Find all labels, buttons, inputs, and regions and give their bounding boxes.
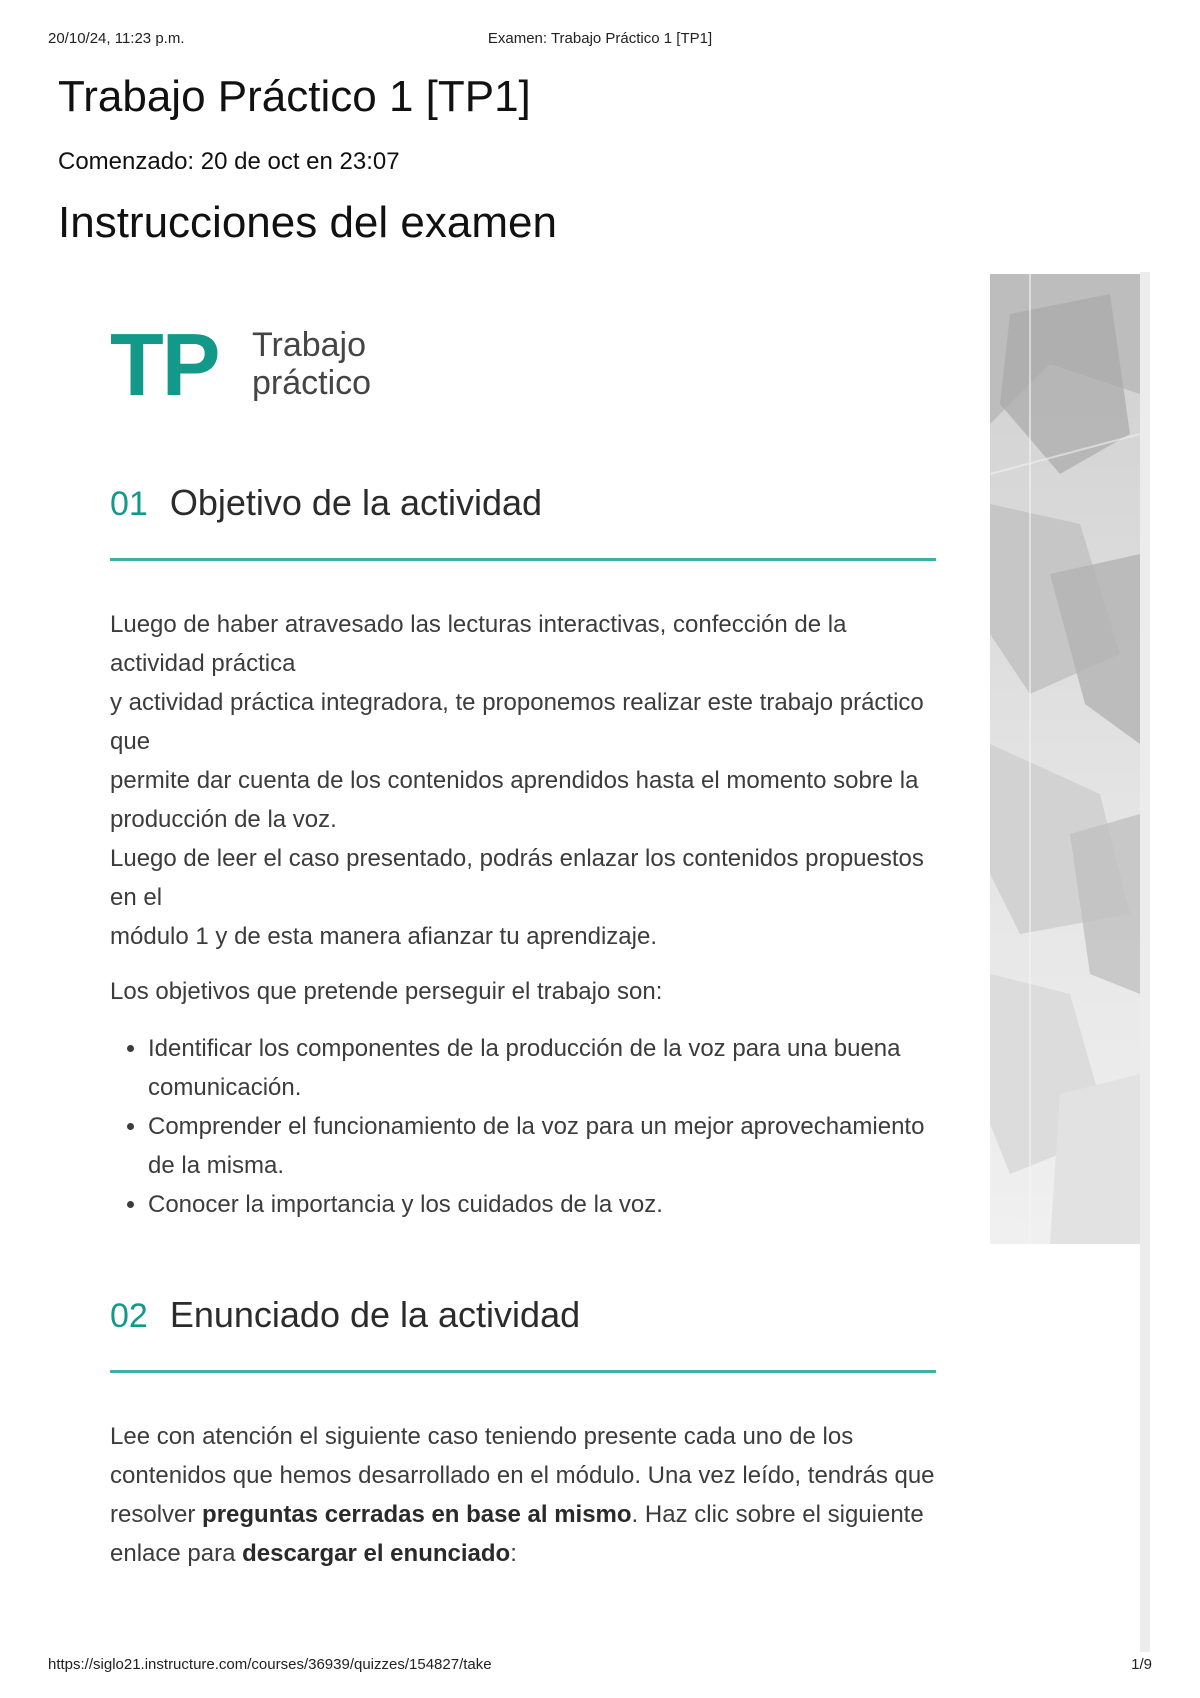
section-title: Objetivo de la actividad [169,482,543,523]
section-objetivo-heading [110,482,936,524]
objetivo-line: Luego de haber atravesado las lecturas interactivas, confección de la actividad práctica [110,611,847,677]
section-divider [110,558,936,561]
objetivo-line: y actividad práctica integradora, te proponemos realizar este trabajo práctico que [110,689,924,755]
enunciado-bold: preguntas cerradas en base al mismo [202,1501,632,1528]
objetivo-paragraph [110,605,936,956]
quiz-title: Trabajo Práctico 1 [TP1] [58,72,531,121]
enunciado-text: Lee con atención el siguiente caso teniendo presente cada uno de los contenidos que hemos desarrollado en el módulo. Una vez leído, tendrás que resolver [110,1423,935,1528]
objetivo-line: módulo 1 y de esta manera afianzar tu aprendizaje. [110,923,657,950]
objectives-intro: Los objetivos que pretende perseguir el trabajo son: [110,978,663,1005]
objectives-list [110,1029,936,1224]
enunciado-paragraph [110,1417,936,1573]
tp-logo-word-line2: práctico [252,364,372,402]
section-enunciado-heading [110,1294,936,1336]
tp-logo-word [252,326,371,402]
page-number: 1/9 [1131,1656,1152,1673]
list-item: • Identificar los componentes de la producción de la voz para una buena comunicación. [148,1029,936,1107]
page-url: https://siglo21.instructure.com/courses/36939/quizzes/154827/take [48,1656,492,1673]
print-title: Examen: Trabajo Práctico 1 [TP1] [487,30,713,47]
print-footer [48,1656,1152,1676]
objetivo-line: permite dar cuenta de los contenidos aprendidos hasta el momento sobre la producción de la voz. [110,767,919,833]
tp-logo [110,315,936,414]
started-timestamp: Comenzado: 20 de oct en 23:07 [58,148,400,175]
enunciado-bold: descargar el enunciado [242,1540,511,1567]
decorative-image-panel [990,274,1140,1244]
print-header [48,30,1152,50]
tp-logo-word-line1: Trabajo [252,326,367,364]
enunciado-text: : [510,1540,517,1567]
instructions-heading: Instrucciones del examen [58,198,557,247]
print-date: 20/10/24, 11:23 p.m. [48,30,185,47]
section-title: Enunciado de la actividad [169,1294,581,1335]
enunciado-text: . Haz clic sobre el siguiente enlace para [110,1501,924,1567]
section-divider [110,1370,936,1373]
instructions-content [110,315,936,1573]
list-item: • Conocer la importancia y los cuidados de la voz. [148,1185,936,1224]
objetivo-line: Luego de leer el caso presentado, podrás enlazar los contenidos propuestos en el [110,845,924,911]
list-item: • Comprender el funcionamiento de la voz para un mejor aprovechamiento de la misma. [148,1107,936,1185]
scrollbar-track[interactable] [1140,272,1150,1652]
section-number: 01 [110,485,148,523]
tp-logo-initials: TP [110,315,219,414]
section-number: 02 [110,1297,148,1335]
